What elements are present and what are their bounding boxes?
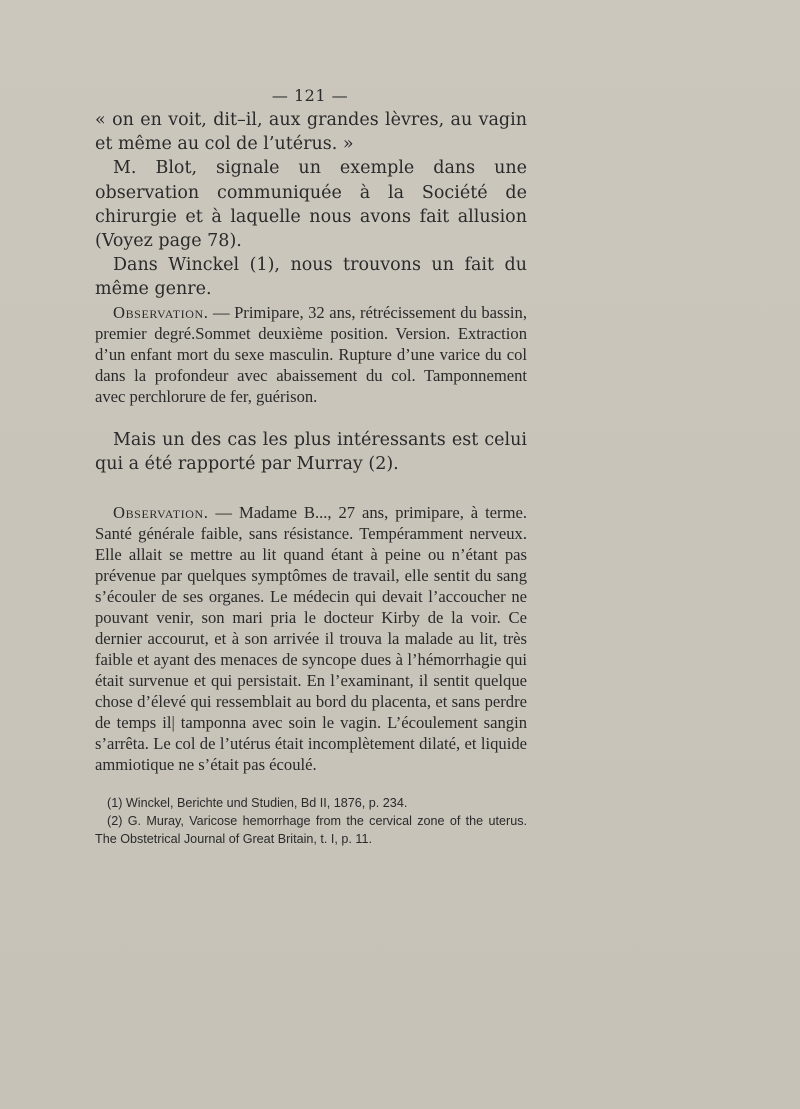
observation-text: — Primipare, 32 ans, rétrécissement du bassin, premier degré.Sommet deuxième position. Version. Extraction d’un enfant mort du sexe masculin. Rupture d’une varice du col dans la profondeur avec abaissement du col. Tamponnement avec perchlorure de fer, guérison. (95, 303, 527, 406)
footnote-1: (1) Winckel, Berichte und Studien, Bd II, 1876, p. 234. (107, 796, 408, 810)
page-number: — 121 — (271, 86, 349, 105)
observation-label: Observation. (113, 503, 209, 522)
observation-text: — Madame B..., 27 ans, primipare, à terme. Santé générale faible, sans résistance. Tempéramment nerveux. Elle allait se mettre au lit quand étant à peine ou n’étant pas prévenue par quelques symptômes de travail, elle sentit du sang s’écouler de ses organes. Le médecin qui devait l’accoucher ne pouvant venir, son mari pria le docteur Kirby de la voir. Ce dernier accourut, et à son arrivée il trouva la malade au lit, très faible et ayant des menaces de syncope dues à l’hémorrhagie qui était survenue et qui persistait. En l’examinant, il sentit quelque chose d’élevé qui ressemblait au bord du placenta, et sans perdre de temps il| tamponna avec soin le vagin. L’écoulement sangin s’arrêta. Le col de l’utérus était incomplètement dilaté, et liquide ammiotique ne s’était pas écoulé. (95, 503, 527, 774)
observation-paragraph (95, 302, 527, 407)
paragraph-blot: M. Blot, signale un exemple dans une observation communiquée à la Société de chirurgie et à laquelle nous avons fait allusion (Voyez page 78). (95, 158, 527, 252)
observation-winckel (95, 302, 527, 407)
footnote-2: (2) G. Muray, Varicose hemorrhage from the cervical zone of the uterus. The Obstetrical Journal of Great Britain, t. I, p. 11. (95, 814, 527, 846)
paragraph-quote: « on en voit, dit–il, aux grandes lèvres, au vagin et même au col de l’utérus. » (95, 110, 527, 155)
paragraph-murray: Mais un des cas les plus intéressants est celui qui a été rapporté par Murray (2). (95, 430, 527, 475)
observation-murray (95, 502, 527, 775)
middle-text (95, 428, 527, 476)
paragraph-winckel: Dans Winckel (1), nous trouvons un fait du même genre. (95, 255, 527, 300)
observation-label: Observation. (113, 303, 209, 322)
observation-paragraph (95, 502, 527, 775)
intro-text (95, 108, 527, 302)
footnotes (95, 794, 527, 848)
